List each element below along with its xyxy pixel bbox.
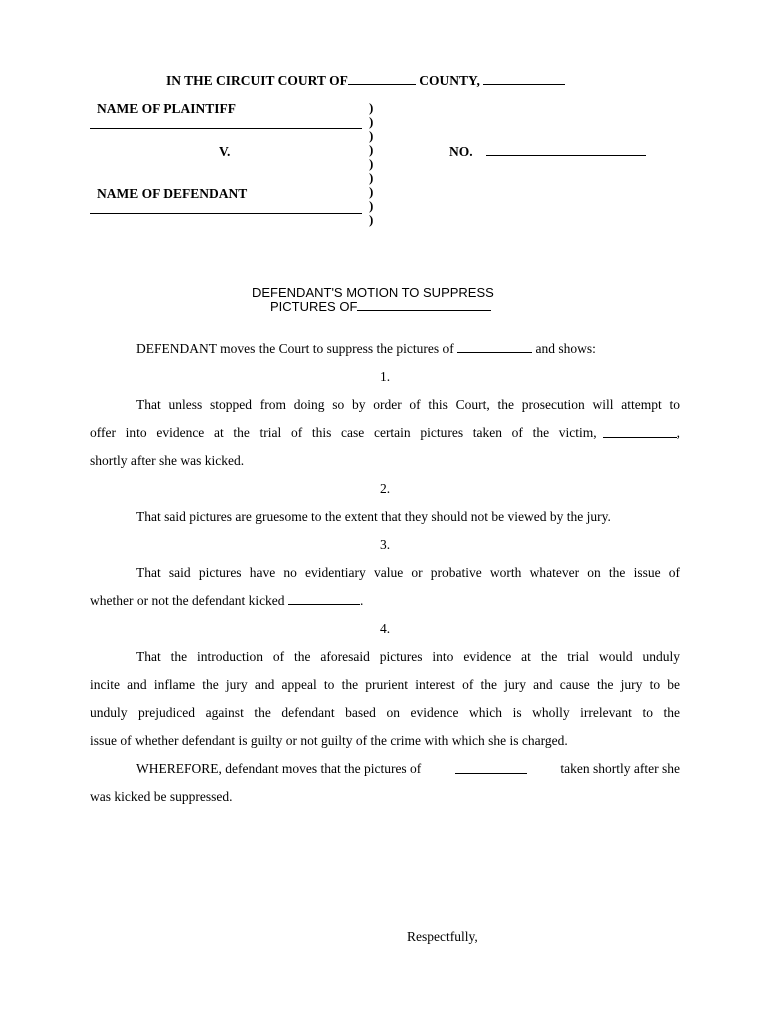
paren: ) xyxy=(369,100,374,115)
paren: ) xyxy=(369,142,374,157)
paragraph-number: 1. xyxy=(379,369,391,384)
versus-label: V. xyxy=(219,144,231,159)
case-number-label: NO. xyxy=(449,144,473,159)
county-label: COUNTY, xyxy=(419,73,480,88)
court-prefix: IN THE CIRCUIT COURT OF xyxy=(166,73,348,88)
paren: ) xyxy=(369,170,374,185)
victim-blank xyxy=(603,436,677,438)
document-title-line1: DEFENDANT'S MOTION TO SUPPRESS xyxy=(252,285,494,300)
paragraph-4-line-3: unduly prejudiced against the defendant based on evidence which is wholly irrelevant to the xyxy=(90,705,680,720)
paren: ) xyxy=(369,114,374,129)
p1-line2-text: offer into evidence at the trial of this case certain pictures taken of the victim, xyxy=(90,425,597,440)
paragraph-4-line-4: issue of whether defendant is guilty or not guilty of the crime with which she is charged. xyxy=(90,733,568,748)
paragraph-1-line-2 xyxy=(90,425,680,441)
case-number-blank xyxy=(486,154,646,156)
intro-paragraph xyxy=(136,341,596,357)
paren: ) xyxy=(369,198,374,213)
intro-blank xyxy=(457,351,532,353)
paragraph-4-line-2: incite and inflame the jury and appeal to the prurient interest of the jury and cause the jury to be xyxy=(90,677,680,692)
p1-line2-end: , xyxy=(676,425,680,440)
plaintiff-label: NAME OF PLAINTIFF xyxy=(97,101,236,116)
paragraph-number: 2. xyxy=(379,481,391,496)
county-blank xyxy=(348,83,416,85)
caption-divider xyxy=(369,101,373,227)
paren: ) xyxy=(369,156,374,171)
paragraph-4-line-1: That the introduction of the aforesaid pictures into evidence at the trial would unduly xyxy=(136,649,680,664)
title-prefix: PICTURES OF xyxy=(270,299,358,314)
wherefore-tail: taken shortly after she xyxy=(560,761,680,776)
kicked-blank xyxy=(288,603,360,605)
paragraph-1-line-1: That unless stopped from doing so by order of this Court, the prosecution will attempt to xyxy=(136,397,680,412)
paragraph-3-line-2 xyxy=(90,593,363,609)
wherefore-text: WHEREFORE, defendant moves that the pictures of xyxy=(136,761,422,776)
intro-text: DEFENDANT moves the Court to suppress the pictures of xyxy=(136,341,454,356)
case-number xyxy=(449,144,646,160)
intro-tail: and shows: xyxy=(535,341,596,356)
p3-line2-text: whether or not the defendant kicked xyxy=(90,593,285,608)
wherefore-blank xyxy=(455,772,527,774)
paragraph-3-line-1: That said pictures have no evidentiary value or probative worth whatever on the issue of xyxy=(136,565,680,580)
p3-line2-end: . xyxy=(359,593,364,608)
state-blank xyxy=(483,83,565,85)
paragraph-number: 3. xyxy=(379,537,391,552)
paren: ) xyxy=(369,184,374,199)
court-heading xyxy=(166,73,565,89)
title-blank xyxy=(357,309,491,311)
paren: ) xyxy=(369,212,374,227)
paragraph-2: That said pictures are gruesome to the extent that they should not be viewed by the jury. xyxy=(136,509,611,524)
paragraph-number: 4. xyxy=(379,621,391,636)
paragraph-1-line-3: shortly after she was kicked. xyxy=(90,453,245,468)
defendant-label: NAME OF DEFENDANT xyxy=(97,186,248,201)
wherefore-line-2: was kicked be suppressed. xyxy=(90,789,233,804)
plaintiff-line xyxy=(90,128,362,129)
document-title-line2 xyxy=(270,299,491,314)
wherefore-line-1 xyxy=(136,761,680,777)
paren: ) xyxy=(369,128,374,143)
defendant-line xyxy=(90,213,362,214)
closing: Respectfully, xyxy=(407,929,478,944)
